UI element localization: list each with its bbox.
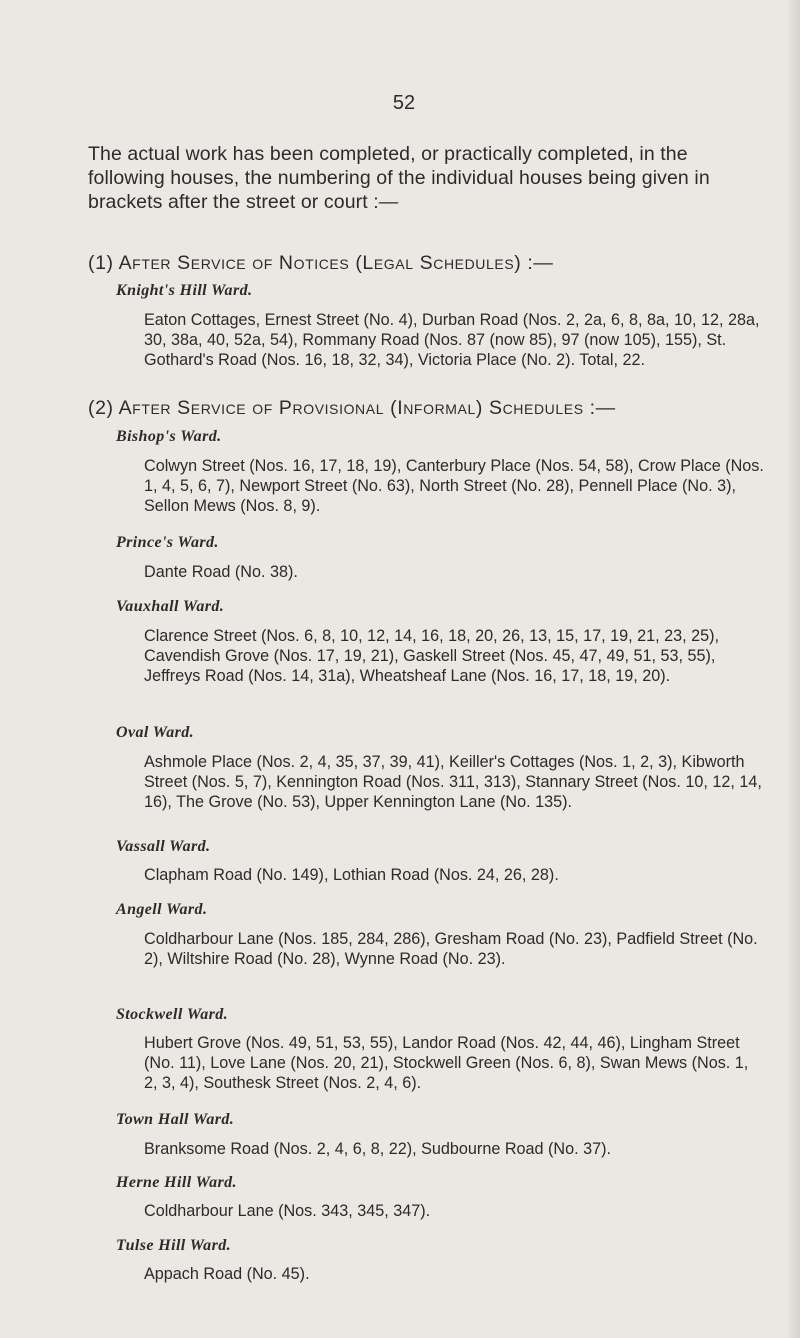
ward-entry-angell: Coldharbour Lane (Nos. 185, 284, 286), Gresham Road (No. 23), Padfield Street (No. 2), Wiltshire Road (No. 28), Wynne Road (No. 23). — [144, 930, 758, 968]
ward-name-princes: Prince's Ward. — [116, 534, 219, 551]
ward-entry-tulse-hill: Appach Road (No. 45). — [144, 1265, 310, 1283]
ward-entry-herne-hill: Coldharbour Lane (Nos. 343, 345, 347). — [144, 1202, 431, 1220]
ward-entry-knights-hill: Eaton Cottages, Ernest Street (No. 4), Durban Road (Nos. 2, 2a, 6, 8, 8a, 10, 12, 28a, 30, 38a, 40, 52a, 54), Rommany Road (Nos. 87 (now 85), 97 (now 105), 155), St. Gothard's Road (Nos. 16, 18, 32, 34), Victoria Place (No. 2). Total, 22. — [144, 311, 760, 369]
ward-name-vauxhall: Vauxhall Ward. — [116, 598, 225, 615]
ward-name-town-hall: Town Hall Ward. — [116, 1111, 235, 1128]
section-heading-informal-schedules: (2) After Service of Provisional (Informal) Schedules :— — [88, 397, 616, 419]
intro-paragraph: The actual work has been completed, or practically completed, in the following houses, the numbering of the individual houses being given in brackets after the street or court :— — [88, 143, 710, 213]
ward-name-vassall: Vassall Ward. — [116, 838, 211, 855]
ward-entry-oval: Ashmole Place (Nos. 2, 4, 35, 37, 39, 41), Keiller's Cottages (Nos. 1, 2, 3), Kibworth Street (Nos. 5, 7), Kennington Road (Nos. 311, 313), Stannary Street (Nos. 10, 12, 14, 16), The Grove (No. 53), Upper Kennington Lane (No. 135). — [144, 753, 762, 811]
ward-entry-bishops: Colwyn Street (Nos. 16, 17, 18, 19), Canterbury Place (Nos. 54, 58), Crow Place (Nos. 1, 4, 5, 6, 7), Newport Street (No. 63), North Street (No. 28), Pennell Place (No. 3), Sellon Mews (Nos. 8, 9). — [144, 457, 764, 515]
ward-entry-town-hall: Branksome Road (Nos. 2, 4, 6, 8, 22), Sudbourne Road (No. 37). — [144, 1140, 611, 1158]
ward-name-stockwell: Stockwell Ward. — [116, 1006, 229, 1023]
ward-name-knights-hill: Knight's Hill Ward. — [116, 282, 253, 299]
ward-entry-vassall: Clapham Road (No. 149), Lothian Road (Nos. 24, 26, 28). — [144, 866, 559, 884]
ward-name-oval: Oval Ward. — [116, 724, 195, 741]
section-heading-legal-schedules: (1) After Service of Notices (Legal Schedules) :— — [88, 252, 554, 274]
ward-entry-princes: Dante Road (No. 38). — [144, 563, 298, 581]
ward-name-bishops: Bishop's Ward. — [116, 428, 222, 445]
ward-name-angell: Angell Ward. — [116, 901, 208, 918]
page-edge-shadow — [786, 0, 800, 1338]
ward-name-tulse-hill: Tulse Hill Ward. — [116, 1237, 232, 1254]
ward-name-herne-hill: Herne Hill Ward. — [116, 1174, 237, 1191]
ward-entry-stockwell: Hubert Grove (Nos. 49, 51, 53, 55), Landor Road (Nos. 42, 44, 46), Lingham Street (No. 11), Love Lane (Nos. 20, 21), Stockwell Green (Nos. 6, 8), Swan Mews (Nos. 1, 2, 3, 4), Southesk Street (Nos. 2, 4, 6). — [144, 1034, 749, 1092]
ward-entry-vauxhall: Clarence Street (Nos. 6, 8, 10, 12, 14, 16, 18, 20, 26, 13, 15, 17, 19, 21, 23, 25), Cavendish Grove (Nos. 17, 19, 21), Gaskell Street (Nos. 45, 47, 49, 51, 53, 55), Jeffreys Road (Nos. 14, 31a), Wheatsheaf Lane (Nos. 16, 17, 18, 19, 20). — [144, 627, 720, 685]
page-number: 52 — [392, 92, 416, 114]
